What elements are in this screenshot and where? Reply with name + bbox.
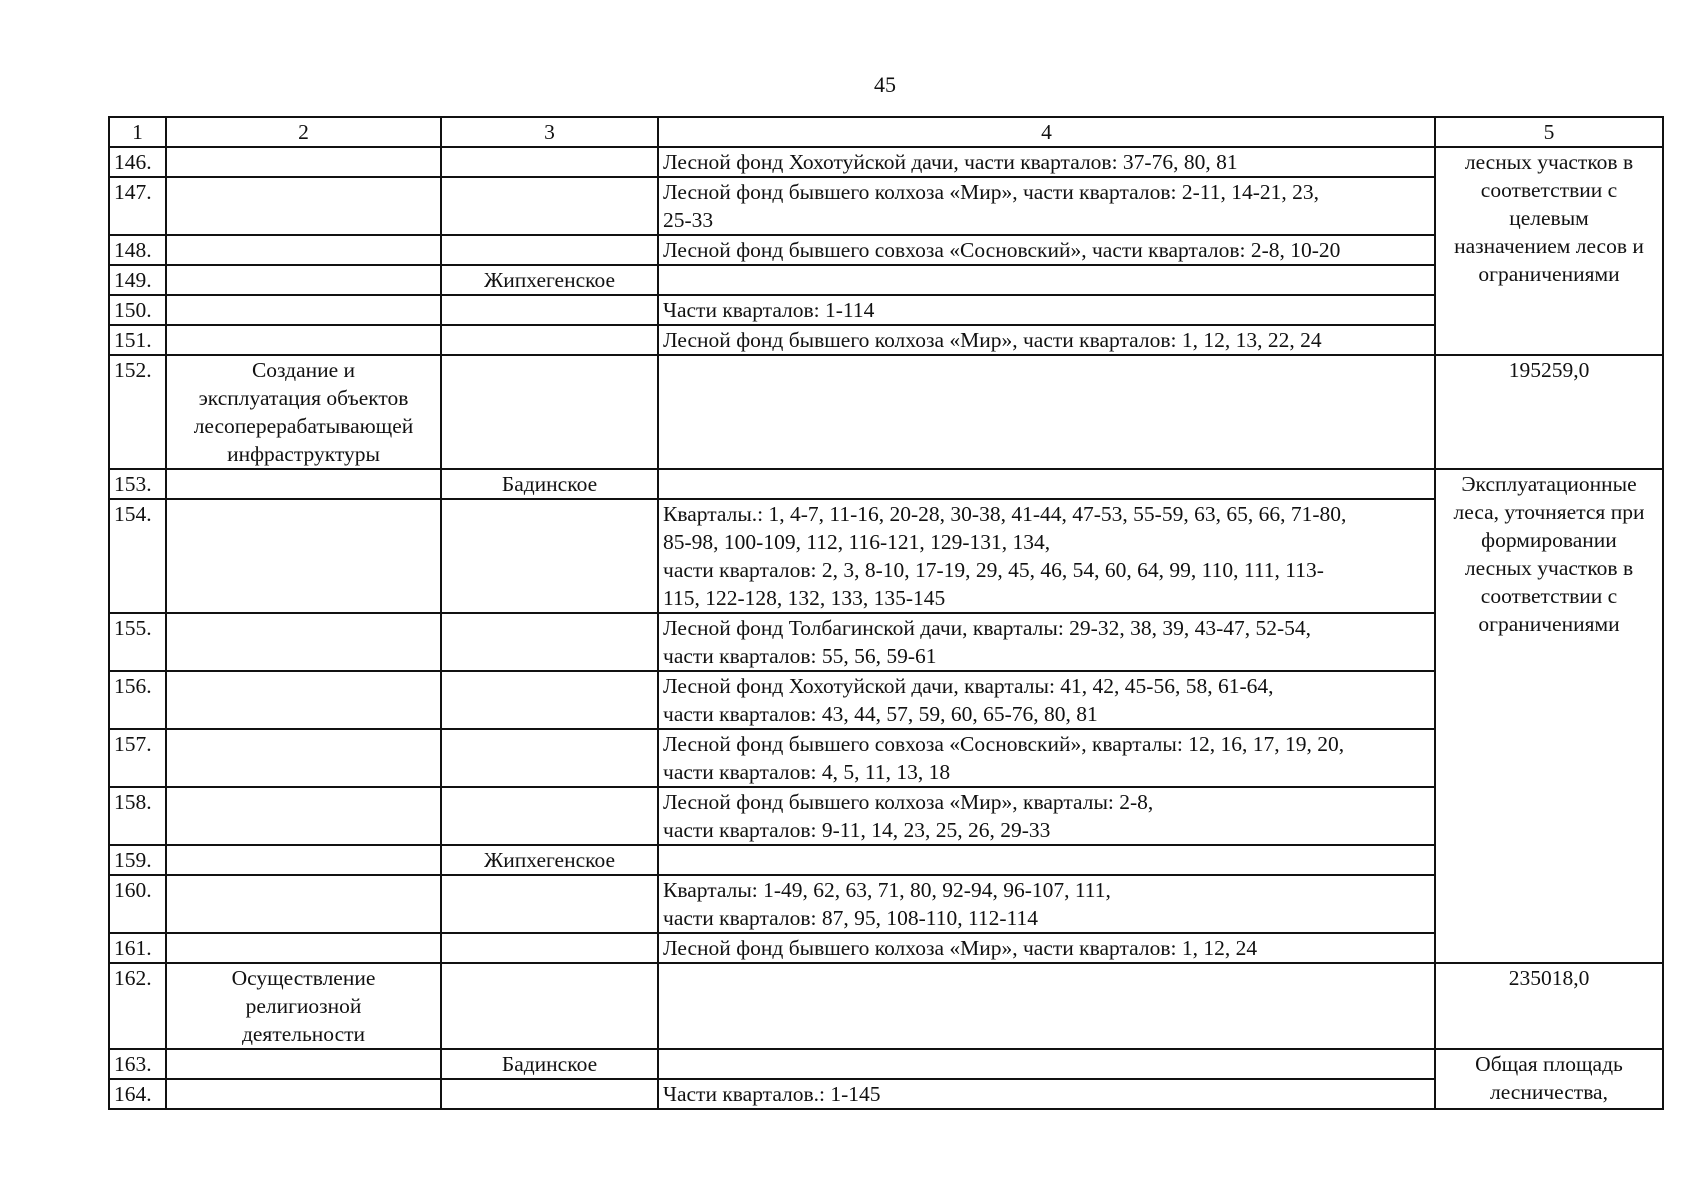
row-number: 151. <box>109 325 166 355</box>
table-row <box>109 875 1663 933</box>
cell-forestry <box>441 933 658 963</box>
table-row <box>109 1049 1663 1079</box>
cell-note-merged: лесных участков в соответствии с целевым назначением лесов и ограничениями <box>1435 147 1663 355</box>
table-row <box>109 729 1663 787</box>
cell-purpose <box>166 295 441 325</box>
cell-location <box>658 265 1435 295</box>
cell-forestry <box>441 295 658 325</box>
row-number: 148. <box>109 235 166 265</box>
header-row <box>109 117 1663 147</box>
cell-purpose <box>166 933 441 963</box>
table-row <box>109 933 1663 963</box>
row-number: 147. <box>109 177 166 235</box>
row-number: 161. <box>109 933 166 963</box>
row-number: 149. <box>109 265 166 295</box>
table-row <box>109 1079 1663 1109</box>
table-row <box>109 469 1663 499</box>
cell-purpose: Осуществление религиозной деятельности <box>166 963 441 1049</box>
cell-forestry: Бадинское <box>441 469 658 499</box>
row-number: 163. <box>109 1049 166 1079</box>
header-col-5: 5 <box>1435 117 1663 147</box>
table-row <box>109 963 1663 1049</box>
row-number: 162. <box>109 963 166 1049</box>
cell-purpose <box>166 1079 441 1109</box>
cell-purpose <box>166 845 441 875</box>
table-row <box>109 499 1663 613</box>
cell-forestry <box>441 147 658 177</box>
cell-purpose <box>166 1049 441 1079</box>
table-row <box>109 787 1663 845</box>
row-number: 150. <box>109 295 166 325</box>
table-row <box>109 613 1663 671</box>
cell-forestry <box>441 499 658 613</box>
cell-forestry <box>441 613 658 671</box>
cell-purpose <box>166 671 441 729</box>
cell-location: Лесной фонд бывшего колхоза «Мир», части кварталов: 1, 12, 13, 22, 24 <box>658 325 1435 355</box>
table-row <box>109 177 1663 235</box>
cell-purpose <box>166 265 441 295</box>
cell-forestry <box>441 355 658 469</box>
table-row <box>109 325 1663 355</box>
cell-location: Лесной фонд бывшего колхоза «Мир», кварталы: 2-8, части кварталов: 9-11, 14, 23, 25, 26, 29-33 <box>658 787 1435 845</box>
row-number: 160. <box>109 875 166 933</box>
cell-location <box>658 845 1435 875</box>
cell-purpose <box>166 235 441 265</box>
cell-location: Лесной фонд Хохотуйской дачи, кварталы: 41, 42, 45-56, 58, 61-64, части кварталов: 43, 44, 57, 59, 60, 65-76, 80, 81 <box>658 671 1435 729</box>
header-col-4: 4 <box>658 117 1435 147</box>
cell-forestry <box>441 671 658 729</box>
table-row <box>109 265 1663 295</box>
cell-location: Кварталы: 1-49, 62, 63, 71, 80, 92-94, 96-107, 111, части кварталов: 87, 95, 108-110, 112-114 <box>658 875 1435 933</box>
cell-purpose <box>166 469 441 499</box>
cell-purpose <box>166 325 441 355</box>
cell-purpose <box>166 729 441 787</box>
cell-purpose <box>166 147 441 177</box>
cell-forestry: Жипхегенское <box>441 845 658 875</box>
cell-area: 235018,0 <box>1435 963 1663 1049</box>
row-number: 157. <box>109 729 166 787</box>
cell-forestry <box>441 235 658 265</box>
forest-zoning-table <box>108 116 1664 1110</box>
cell-location: Кварталы.: 1, 4-7, 11-16, 20-28, 30-38, 41-44, 47-53, 55-59, 63, 65, 66, 71-80, 85-98, 100-109, 112, 116-121, 129-131, 134, части кварталов: 2, 3, 8-10, 17-19, 29, 45, 46, 54, 60, 64, 99, 110, 111, 113- 115, 122-128, 132, 133, 135-145 <box>658 499 1435 613</box>
table-row <box>109 355 1663 469</box>
row-number: 146. <box>109 147 166 177</box>
cell-note-merged: Эксплуатационные леса, уточняется при формировании лесных участков в соответствии с ограничениями <box>1435 469 1663 963</box>
header-col-1: 1 <box>109 117 166 147</box>
table-row <box>109 147 1663 177</box>
row-number: 154. <box>109 499 166 613</box>
cell-area: 195259,0 <box>1435 355 1663 469</box>
row-number: 158. <box>109 787 166 845</box>
row-number: 155. <box>109 613 166 671</box>
cell-forestry <box>441 177 658 235</box>
row-number: 156. <box>109 671 166 729</box>
cell-location: Лесной фонд бывшего совхоза «Сосновский», части кварталов: 2-8, 10-20 <box>658 235 1435 265</box>
cell-location: Части кварталов.: 1-145 <box>658 1079 1435 1109</box>
cell-purpose: Создание и эксплуатация объектов лесоперерабатывающей инфраструктуры <box>166 355 441 469</box>
row-number: 164. <box>109 1079 166 1109</box>
cell-location: Лесной фонд Толбагинской дачи, кварталы: 29-32, 38, 39, 43-47, 52-54, части кварталов: 55, 56, 59-61 <box>658 613 1435 671</box>
row-number: 153. <box>109 469 166 499</box>
cell-purpose <box>166 787 441 845</box>
table-row <box>109 671 1663 729</box>
cell-location <box>658 355 1435 469</box>
cell-forestry <box>441 787 658 845</box>
cell-location <box>658 963 1435 1049</box>
cell-location <box>658 1049 1435 1079</box>
cell-note-merged: Общая площадь лесничества, <box>1435 1049 1663 1109</box>
row-number: 152. <box>109 355 166 469</box>
cell-purpose <box>166 875 441 933</box>
cell-location: Лесной фонд бывшего совхоза «Сосновский», кварталы: 12, 16, 17, 19, 20, части кварталов: 4, 5, 11, 13, 18 <box>658 729 1435 787</box>
cell-location <box>658 469 1435 499</box>
table-row <box>109 295 1663 325</box>
table-row <box>109 235 1663 265</box>
cell-location: Лесной фонд Хохотуйской дачи, части кварталов: 37-76, 80, 81 <box>658 147 1435 177</box>
row-number: 159. <box>109 845 166 875</box>
header-col-2: 2 <box>166 117 441 147</box>
cell-forestry <box>441 963 658 1049</box>
page-number: 45 <box>874 72 896 97</box>
cell-forestry <box>441 325 658 355</box>
cell-purpose <box>166 499 441 613</box>
header-col-3: 3 <box>441 117 658 147</box>
cell-purpose <box>166 613 441 671</box>
table-row <box>109 845 1663 875</box>
cell-location: Части кварталов: 1-114 <box>658 295 1435 325</box>
cell-forestry <box>441 729 658 787</box>
cell-forestry: Бадинское <box>441 1049 658 1079</box>
cell-location: Лесной фонд бывшего колхоза «Мир», части кварталов: 2-11, 14-21, 23, 25-33 <box>658 177 1435 235</box>
cell-location: Лесной фонд бывшего колхоза «Мир», части кварталов: 1, 12, 24 <box>658 933 1435 963</box>
cell-purpose <box>166 177 441 235</box>
cell-forestry <box>441 875 658 933</box>
cell-forestry <box>441 1079 658 1109</box>
cell-forestry: Жипхегенское <box>441 265 658 295</box>
